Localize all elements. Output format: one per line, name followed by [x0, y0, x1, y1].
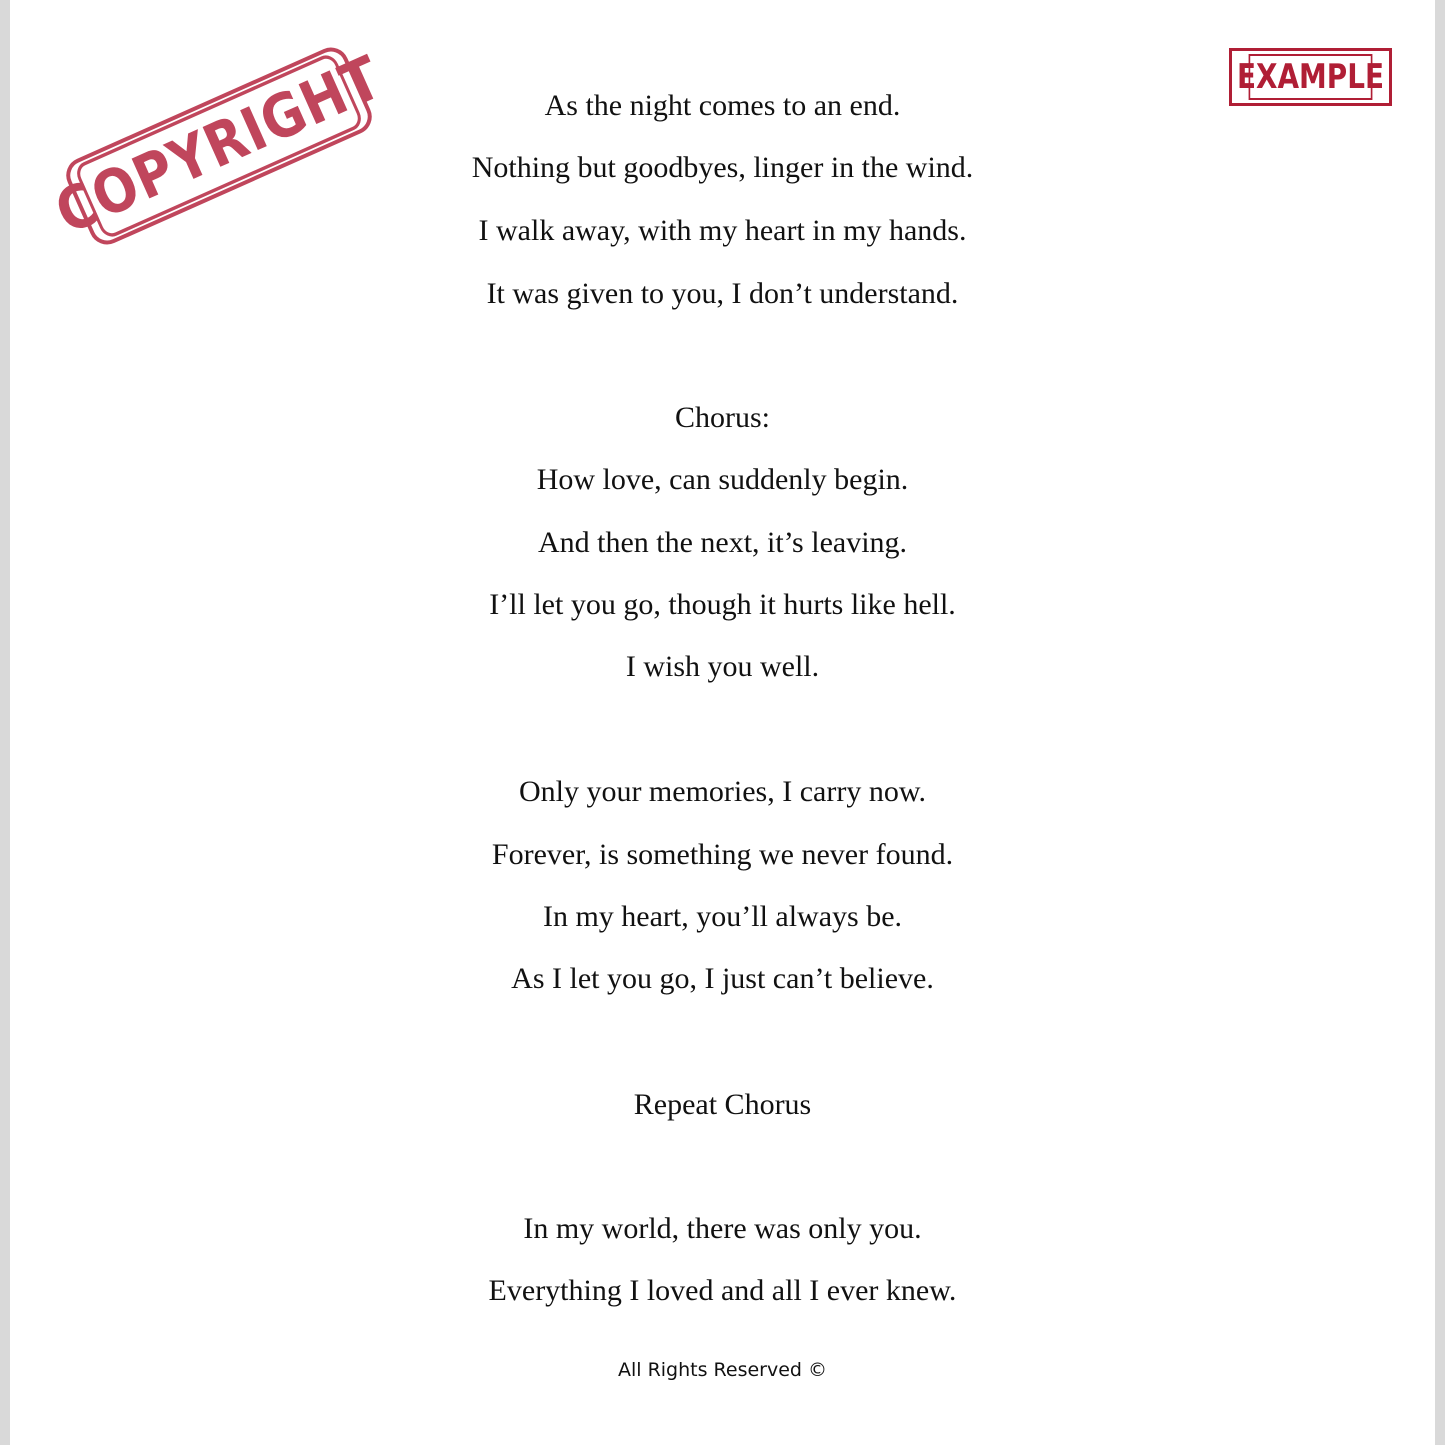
- lyric-line: How love, can suddenly begin.: [536, 463, 909, 496]
- lyric-line: Nothing but goodbyes, linger in the wind.: [471, 151, 974, 184]
- lyric-line: I wish you well.: [625, 650, 820, 683]
- lyric-line: In my world, there was only you.: [523, 1212, 922, 1245]
- lyric-line: Forever, is something we never found.: [491, 838, 954, 871]
- repeat-chorus-label: Repeat Chorus: [633, 1088, 812, 1121]
- lyric-line: In my heart, you’ll always be.: [542, 900, 903, 933]
- rights-footer: All Rights Reserved ©: [617, 1359, 828, 1381]
- chorus-label: Chorus:: [674, 401, 770, 434]
- example-stamp-text: EXAMPLE: [1249, 54, 1373, 100]
- lyric-line: And then the next, it’s leaving.: [537, 526, 908, 559]
- lyric-line: I walk away, with my heart in my hands.: [478, 214, 967, 247]
- lyric-line: Everything I loved and all I ever knew.: [488, 1274, 957, 1307]
- lyric-line: I’ll let you go, though it hurts like hell.: [489, 588, 956, 621]
- copyright-stamp-text: COPYRIGHT: [45, 43, 393, 249]
- lyrics-page: [10, 0, 1435, 1445]
- lyric-line: It was given to you, I don’t understand.: [486, 277, 959, 310]
- lyric-line: Only your memories, I carry now.: [518, 775, 927, 808]
- lyric-line: As I let you go, I just can’t believe.: [511, 962, 934, 995]
- lyric-line: As the night comes to an end.: [544, 89, 901, 122]
